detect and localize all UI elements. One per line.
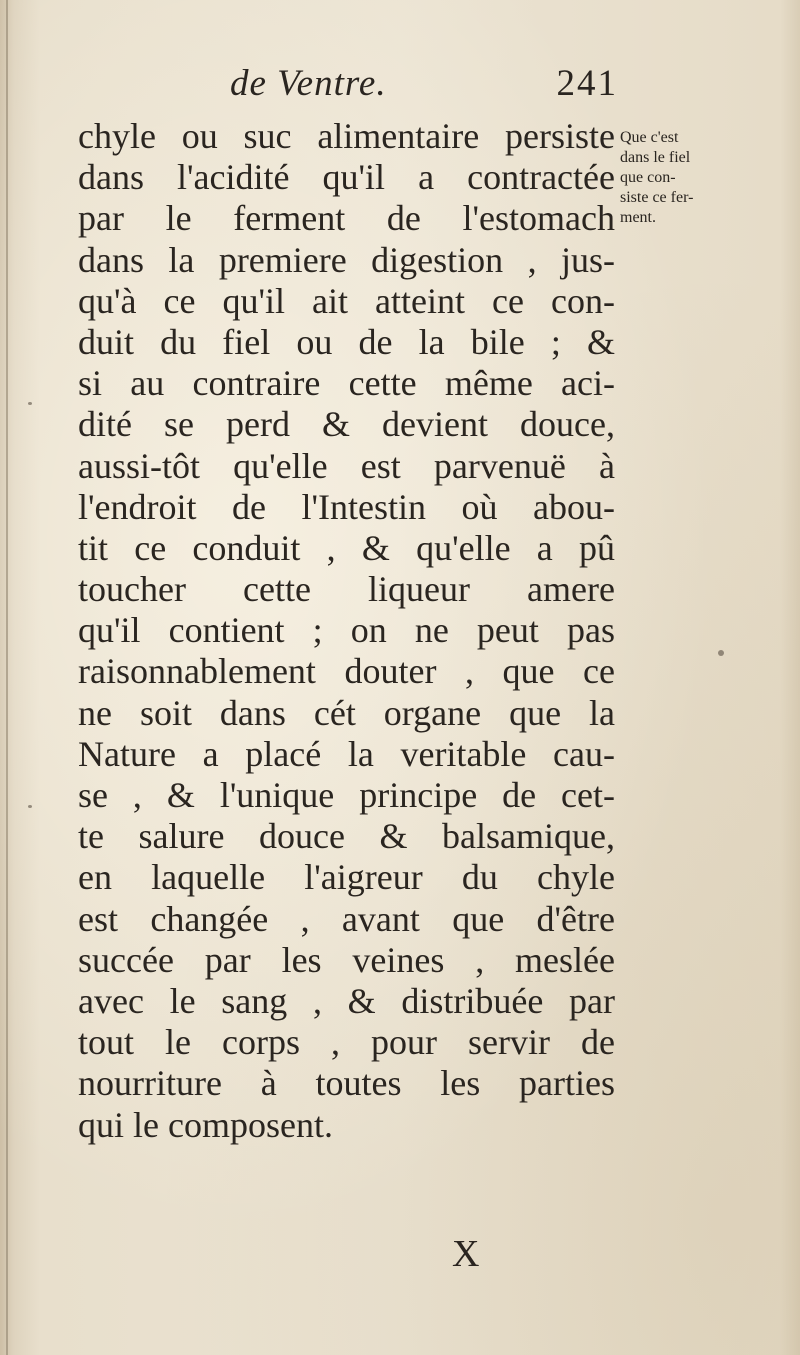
marginal-note-line: siste ce fer- [620, 189, 694, 206]
text-line: ne soit dans cét organe que la [78, 692, 615, 733]
text-line: tit ce conduit , & qu'elle a pû [78, 527, 615, 568]
text-line: dité se perd & devient douce, [78, 404, 615, 445]
text-line: toucher cette liqueur amere [78, 569, 615, 610]
text-line: se , & l'unique principe de cet- [78, 775, 615, 815]
text-line: par le ferment de l'estomach [78, 198, 615, 239]
running-header [78, 62, 618, 112]
page-number: 241 [556, 63, 618, 104]
text-line: dans la premiere digestion , jus- [78, 239, 615, 280]
text-line: Nature a placé la veritable cau- [78, 733, 615, 774]
running-title: de Ventre. [230, 63, 387, 104]
text-line: qui le composent. [78, 1104, 333, 1145]
text-line: aussi-tôt qu'elle est parvenuë à [78, 445, 615, 486]
text-line: qu'à ce qu'il ait atteint ce con- [78, 280, 615, 321]
text-line: si au contraire cette même aci- [78, 363, 615, 404]
page-gutter-edge [6, 0, 8, 1355]
signature-mark: X [452, 1233, 481, 1275]
text-line: l'endroit de l'Intestin où abou- [78, 486, 615, 527]
text-line: est changée , avant que d'être [78, 898, 615, 939]
ink-speck [28, 402, 32, 405]
text-line: en laquelle l'aigreur du chyle [78, 857, 615, 898]
marginal-note-line: Que c'est [620, 129, 679, 146]
text-line: tout le corps , pour servir de [78, 1022, 615, 1063]
text-line: nourriture à toutes les parties [78, 1063, 615, 1104]
marginal-note [620, 128, 745, 228]
text-line: avec le sang , & distribuée par [78, 980, 615, 1021]
text-line: duit du fiel ou de la bile ; & [78, 321, 615, 362]
text-line: qu'il contient ; on ne peut pas [78, 610, 615, 651]
text-line: raisonnablement douter , que ce [78, 651, 615, 692]
marginal-note-line: ment. [620, 209, 656, 226]
body-text [78, 116, 615, 1146]
marginal-note-line: dans le fiel [620, 149, 691, 166]
text-line: succée par les veines , meslée [78, 939, 615, 980]
text-line: te salure douce & balsamique, [78, 816, 615, 857]
ink-speck [718, 650, 724, 656]
text-line: dans l'acidité qu'il a contractée [78, 157, 615, 198]
ink-speck [28, 805, 32, 808]
text-line: chyle ou suc alimentaire persiste [78, 116, 615, 156]
marginal-note-line: que con- [620, 169, 676, 186]
